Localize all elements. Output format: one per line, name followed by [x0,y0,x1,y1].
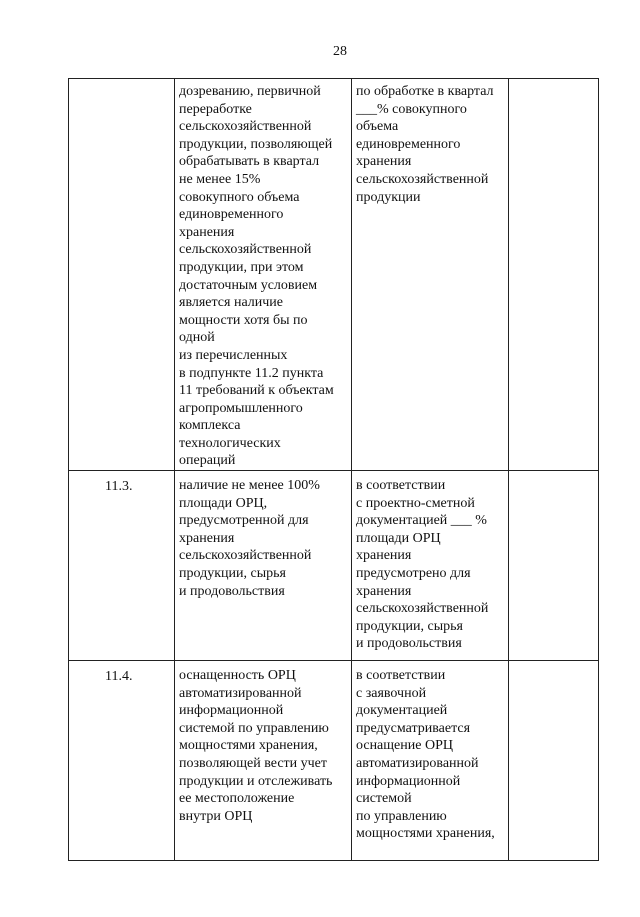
column-divider [351,79,352,471]
page-number: 28 [333,44,347,59]
requirement-text: дозреванию, первичной переработке сельскохозяйственной продукции, позволяющей обрабатывать в квартал не менее 15% совокупного объема единовременного хранения сельскохозяйственной продукции, при этом достаточным условием является наличие мощности хотя бы по одной из перечисленных в подпункте 11.2 пункта 11 требований к объектам агропромышленного комплекса технологических операций [179,84,334,469]
column-divider [174,471,175,661]
column-divider [174,661,175,860]
table-row [69,471,598,661]
document-table [68,78,599,861]
table-row [69,661,598,860]
item-number: 11.4. [105,669,133,684]
table-row [69,79,598,471]
value-text: в соответствии с проектно-сметной документацией ___ % площади ОРЦ хранения предусмотрено для хранения сельскохозяйственной продукции, сырья и продовольствия [356,478,489,652]
column-divider [351,471,352,661]
column-divider [174,79,175,471]
item-number: 11.3. [105,479,133,494]
column-divider [508,471,509,661]
column-divider [351,661,352,860]
column-divider [508,79,509,471]
value-text: в соответствии с заявочной документацией предусматривается оснащение ОРЦ автоматизированной информационной системой по управлению мощностями хранения, [356,668,495,842]
requirement-text: наличие не менее 100% площади ОРЦ, предусмотренной для хранения сельскохозяйственной продукции, сырья и продовольствия [179,478,320,599]
value-text: по обработке в квартал ___% совокупного объема единовременного хранения сельскохозяйственной продукции [356,84,494,205]
requirement-text: оснащенность ОРЦ автоматизированной информационной системой по управлению мощностями хранения, позволяющей вести учет продукции и отслеживать ее местоположение внутри ОРЦ [179,668,333,824]
column-divider [508,661,509,860]
